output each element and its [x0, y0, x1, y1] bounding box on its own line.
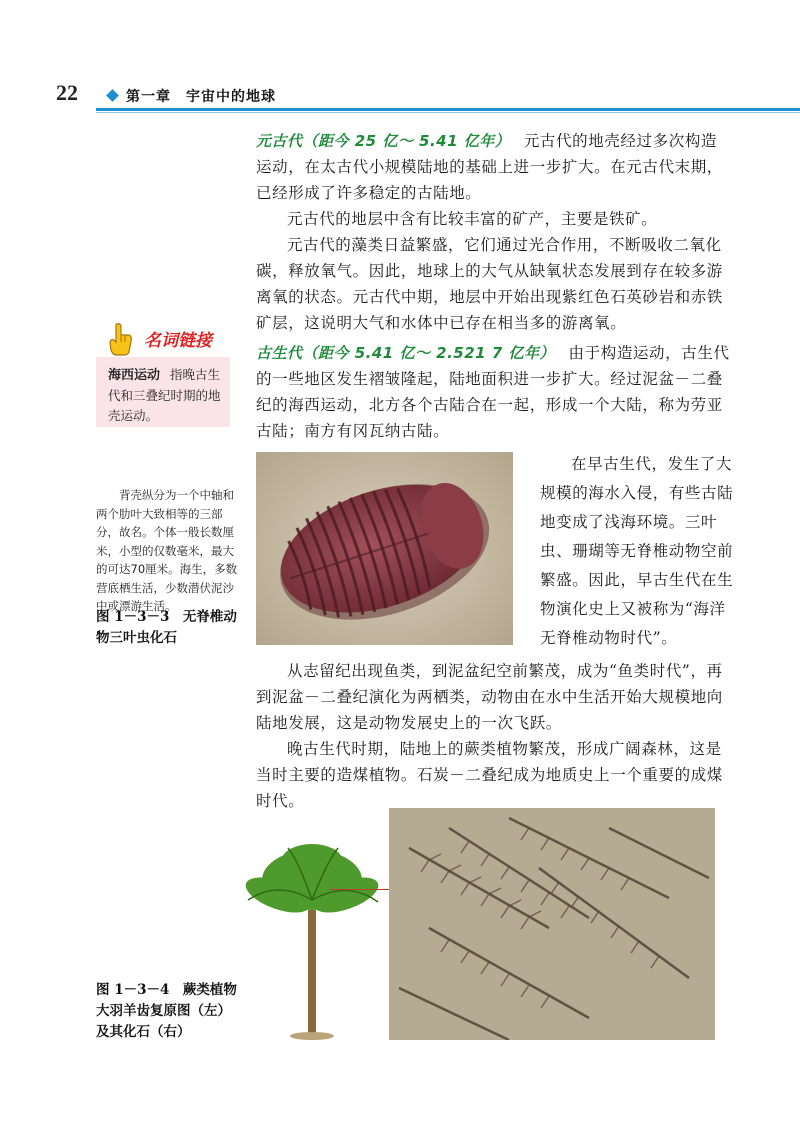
- fern-tree-reconstruction-illustration: [238, 840, 388, 1040]
- chapter-title: 第一章 宇宙中的地球: [126, 89, 276, 105]
- paragraph: 在早古生代，发生了大规模的海水入侵，有些古陆地变成了浅海环境。三叶虫、珊瑚等无脊椎动物空前繁盛。因此，早古生代在生物演化史上又被称为“海洋无脊椎动物时代”。: [540, 455, 734, 647]
- paragraph-text: 由于构造运动，古生代的一些地区发生褶皱隆起，陆地面积进一步扩大。经过泥盆－二叠纪的海西运动，北方各个古陆合在一起，形成一个大陆，称为劳亚古陆；南方有冈瓦纳古陆。: [256, 344, 730, 440]
- section-paleozoic-intro: [256, 340, 732, 444]
- diamond-icon: [106, 89, 119, 102]
- header-rule: [96, 108, 800, 111]
- leader-line: [330, 889, 392, 890]
- page-number: 22: [56, 80, 78, 105]
- trilobite-note: 背壳纵分为一个中轴和两个肋叶大致相等的三部分，故名。个体一般长数厘米，小型的仅数毫米，最大的可达70厘米。海生，多数营底栖生活，少数潜伏泥沙中或漂游生活。: [96, 488, 238, 613]
- figure-caption: 图 1－3－3 无脊椎动物三叶虫化石: [96, 609, 237, 646]
- section-paleozoic-cont: [256, 658, 732, 814]
- term-link-label: 名词链接: [144, 331, 212, 351]
- fern-fossil-photo: [389, 808, 715, 1040]
- term-definition: 指晚古生代和三叠纪时期的地壳运动。: [108, 367, 221, 423]
- trilobite-fossil-photo: [256, 452, 513, 645]
- section-paragraph: [256, 128, 732, 206]
- fern-fossil-image: [389, 808, 715, 1040]
- term-name: 海西运动: [108, 368, 161, 383]
- section-heading: 元古代（距今 25 亿～ 5.41 亿年）: [256, 132, 511, 150]
- header-rule-thin: [96, 112, 800, 113]
- paragraph: 从志留纪出现鱼类，到泥盆纪空前繁茂，成为“鱼类时代”，再到泥盆－二叠纪演化为两栖类，动物由在水中生活开始大规模地向陆地发展，这是动物发展史上的一次飞跃。: [256, 662, 723, 732]
- paragraph: 元古代的地层中含有比较丰富的矿产，主要是铁矿。: [287, 210, 658, 228]
- paragraph: 元古代的藻类日益繁盛，它们通过光合作用，不断吸收二氧化碳，释放氧气。因此，地球上的大气从缺氧状态发展到存在较多游离氧的状态。元古代中期，地层中开始出现紫红色石英砂岩和赤铁矿层，这说明大气和水体中已存在相当多的游离氧。: [256, 236, 723, 332]
- trilobite-fossil-image: [256, 452, 513, 645]
- pointing-hand-icon: [108, 322, 134, 356]
- paragraph-text: 元古代的地壳经过多次构造运动，在太古代小规模陆地的基础上进一步扩大。在元古代末期，已经形成了许多稳定的古陆地。: [256, 132, 723, 202]
- paragraph: 晚古生代时期，陆地上的蕨类植物繁茂，形成广阔森林，这是当时主要的造煤植物。石炭－二叠纪成为地质史上一个重要的成煤时代。: [256, 740, 723, 810]
- section-proterozoic: [256, 128, 732, 336]
- figure-caption: 图 1－3－4 蕨类植物大羽羊齿复原图（左）及其化石（右）: [96, 982, 237, 1040]
- section-heading: 古生代（距今 5.41 亿～ 2.521 7 亿年）: [256, 344, 556, 362]
- term-definition-box: [96, 357, 230, 427]
